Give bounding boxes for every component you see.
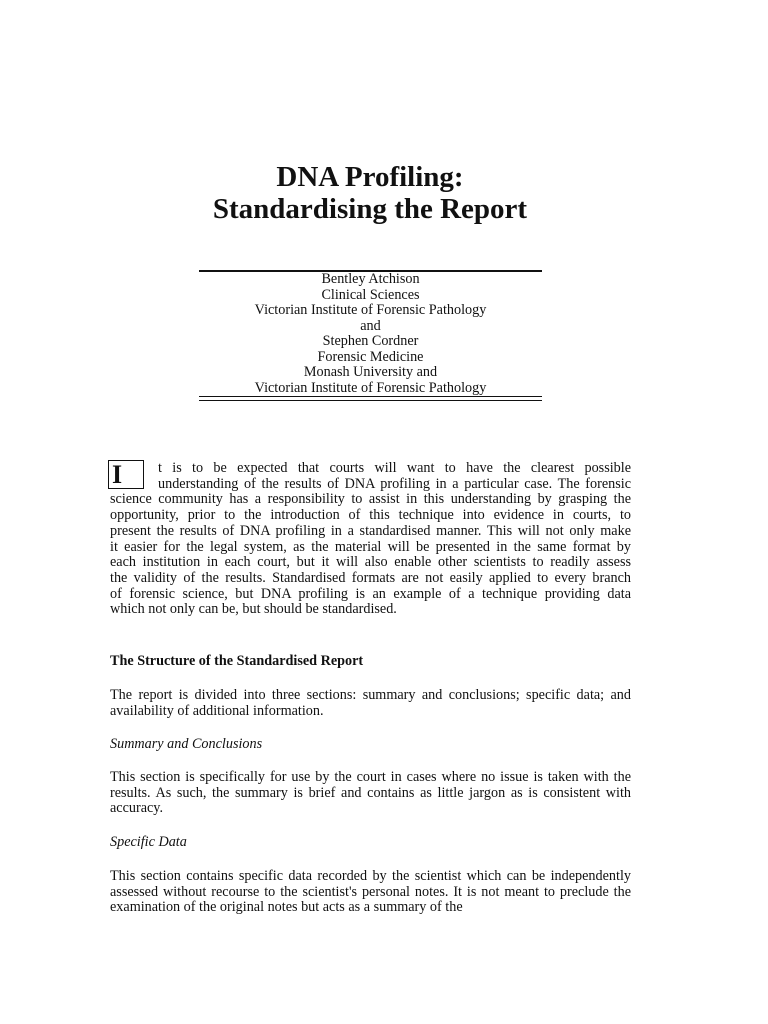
intro-line: the validity of the results. Standardised formats are not easily applied to every branch xyxy=(110,569,631,586)
section-heading: The Structure of the Standardised Report xyxy=(110,653,364,669)
intro-line: of forensic science, but DNA profiling is an example of a technique providing data xyxy=(110,585,631,602)
author-line: and xyxy=(360,317,381,334)
section-paragraph-2: This section is specifically for use by the court in cases where no issue is taken with the results. As such, the summary is brief and contains as little jargon as is consistent with accuracy. xyxy=(110,769,631,817)
drop-cap: I xyxy=(108,460,144,489)
intro-paragraph xyxy=(110,461,631,618)
intro-line: present the results of DNA profiling in a standardised manner. This will not only make xyxy=(110,522,631,539)
title-line-1: DNA Profiling: xyxy=(276,161,464,193)
intro-line: understanding of the results of DNA profiling in a particular case. The forensic xyxy=(158,475,631,492)
intro-line: science community has a responsibility to assist in this understanding by grasping the xyxy=(110,491,631,508)
subheading-specific-data: Specific Data xyxy=(110,834,187,850)
subheading-summary: Summary and Conclusions xyxy=(110,736,263,752)
author-line: Victorian Institute of Forensic Pathology xyxy=(254,302,487,318)
author-line: Victorian Institute of Forensic Pathology xyxy=(254,379,487,396)
author-line: Stephen Cordner xyxy=(322,333,419,349)
section-paragraph-3: This section contains specific data recorded by the scientist which can be independently assessed without recourse to the scientist's personal notes. It is not meant to preclude the examination of the original notes but acts as a summary of the xyxy=(110,868,631,916)
intro-line: opportunity, prior to the introduction of this technique into evidence in courts, to xyxy=(110,507,631,524)
intro-line: t is to be expected that courts will want to have the clearest possible xyxy=(158,460,631,476)
author-line: Forensic Medicine xyxy=(317,348,424,365)
title-line-2: Standardising the Report xyxy=(212,193,528,225)
intro-line: which not only can be, but should be standardised. xyxy=(110,601,397,618)
section-paragraph-1: The report is divided into three sections: summary and conclusions; specific data; and availability of additional information. xyxy=(110,687,631,719)
author-block xyxy=(199,272,542,396)
author-line: Monash University and xyxy=(303,364,438,380)
author-rule-bottom-1 xyxy=(199,396,542,397)
intro-line: it easier for the legal system, as the material will be presented in the same format by xyxy=(110,538,631,555)
intro-line: each institution in each court, but it will also enable other scientists to readily assess xyxy=(110,554,631,571)
author-line: Bentley Atchison xyxy=(321,271,420,287)
author-rule-bottom-2 xyxy=(199,400,542,401)
author-line: Clinical Sciences xyxy=(321,286,420,303)
